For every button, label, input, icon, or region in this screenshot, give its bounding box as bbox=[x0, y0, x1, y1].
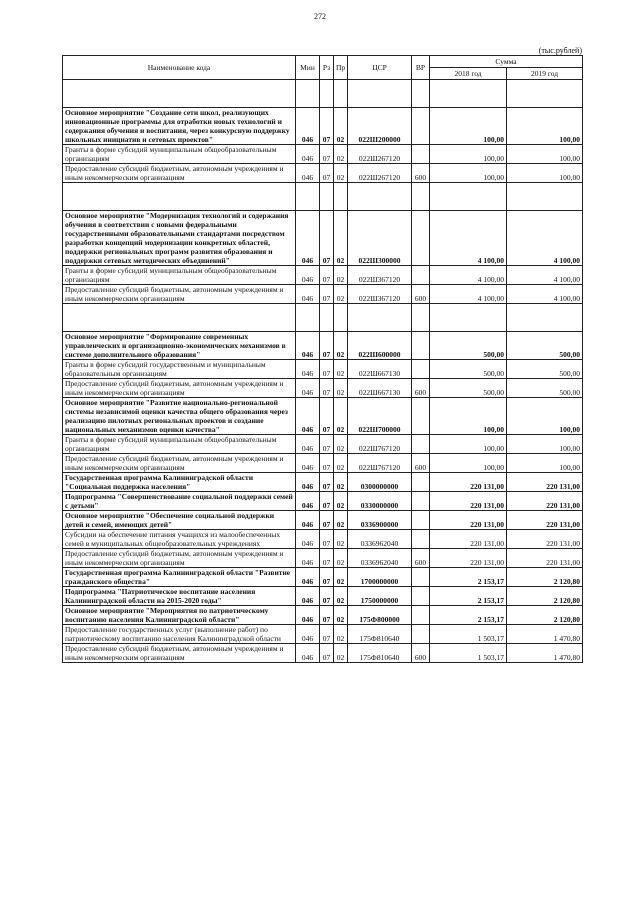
row-csr: 0336900000 bbox=[348, 511, 412, 530]
table-row bbox=[63, 398, 583, 435]
row-2018: 100,00 bbox=[430, 164, 507, 183]
row-vr bbox=[412, 360, 430, 379]
table-row bbox=[63, 80, 583, 108]
row-pr bbox=[334, 304, 348, 332]
row-rz: 07 bbox=[320, 454, 334, 473]
row-pr: 02 bbox=[334, 606, 348, 625]
row-csr: 022Ш767120 bbox=[348, 454, 412, 473]
row-2018: 1 503,17 bbox=[430, 644, 507, 663]
row-2019: 4 100,00 bbox=[507, 285, 583, 304]
row-min: 046 bbox=[296, 379, 320, 398]
row-rz: 07 bbox=[320, 473, 334, 492]
table-row bbox=[63, 435, 583, 454]
row-vr bbox=[412, 304, 430, 332]
row-2018: 100,00 bbox=[430, 454, 507, 473]
row-pr: 02 bbox=[334, 332, 348, 360]
row-2018: 4 100,00 bbox=[430, 266, 507, 285]
row-pr: 02 bbox=[334, 164, 348, 183]
row-min: 046 bbox=[296, 360, 320, 379]
row-csr: 0336962040 bbox=[348, 530, 412, 549]
row-vr bbox=[412, 568, 430, 587]
row-min: 046 bbox=[296, 435, 320, 454]
row-csr: 0330000000 bbox=[348, 492, 412, 511]
row-name: Предоставление субсидий бюджетным, автономным учреждениям и иным некоммерческим организациям bbox=[63, 379, 296, 398]
row-name: Гранты в форме субсидий государственным и муниципальным образовательным организациям bbox=[63, 360, 296, 379]
header-rz: Рз bbox=[320, 56, 334, 80]
row-rz: 07 bbox=[320, 530, 334, 549]
row-pr bbox=[334, 183, 348, 211]
row-vr bbox=[412, 332, 430, 360]
row-min bbox=[296, 183, 320, 211]
row-2018: 100,00 bbox=[430, 435, 507, 454]
row-name: Основное мероприятие "Модернизация технологий и содержания обучения в соответствии с новыми федеральными государственными образовательными стандартами посредством разработки концепций модернизации конкретных областей, поддержки региональных программ развития образования и поддержки сетевых методических объединений" bbox=[63, 211, 296, 266]
row-name: Гранты в форме субсидий муниципальным общеобразовательным организациям bbox=[63, 435, 296, 454]
row-rz: 07 bbox=[320, 492, 334, 511]
row-rz: 07 bbox=[320, 625, 334, 644]
table-row bbox=[63, 473, 583, 492]
row-csr bbox=[348, 183, 412, 211]
row-pr: 02 bbox=[334, 266, 348, 285]
row-2018: 500,00 bbox=[430, 379, 507, 398]
row-2018: 100,00 bbox=[430, 145, 507, 164]
row-2019: 4 100,00 bbox=[507, 211, 583, 266]
row-name: Основное мероприятие "Мероприятия по патриотическому воспитанию населения Калининградской области" bbox=[63, 606, 296, 625]
row-2019: 4 100,00 bbox=[507, 266, 583, 285]
row-rz: 07 bbox=[320, 398, 334, 435]
table-row bbox=[63, 360, 583, 379]
row-pr: 02 bbox=[334, 145, 348, 164]
row-csr: 175Ф810640 bbox=[348, 644, 412, 663]
row-rz: 07 bbox=[320, 511, 334, 530]
row-name bbox=[63, 304, 296, 332]
row-csr: 022Ш700000 bbox=[348, 398, 412, 435]
row-2019: 220 131,00 bbox=[507, 511, 583, 530]
row-pr: 02 bbox=[334, 492, 348, 511]
table-row bbox=[63, 625, 583, 644]
row-pr: 02 bbox=[334, 625, 348, 644]
row-pr bbox=[334, 80, 348, 108]
table-row bbox=[63, 164, 583, 183]
row-2018: 220 131,00 bbox=[430, 492, 507, 511]
row-csr: 022Ш267120 bbox=[348, 145, 412, 164]
table-row bbox=[63, 644, 583, 663]
row-2019 bbox=[507, 304, 583, 332]
row-2019: 100,00 bbox=[507, 454, 583, 473]
row-name: Государственная программа Калининградской области "Социальная поддержка населения" bbox=[63, 473, 296, 492]
row-rz: 07 bbox=[320, 360, 334, 379]
row-2018 bbox=[430, 304, 507, 332]
row-name: Подпрограмма "Патриотическое воспитание населения Калининградской области на 2015-2020 годы" bbox=[63, 587, 296, 606]
row-pr: 02 bbox=[334, 587, 348, 606]
row-rz: 07 bbox=[320, 164, 334, 183]
row-2018: 100,00 bbox=[430, 398, 507, 435]
row-rz: 07 bbox=[320, 606, 334, 625]
row-csr: 022Ш300000 bbox=[348, 211, 412, 266]
row-min: 046 bbox=[296, 398, 320, 435]
row-vr bbox=[412, 398, 430, 435]
row-2018 bbox=[430, 183, 507, 211]
row-rz bbox=[320, 80, 334, 108]
row-rz: 07 bbox=[320, 332, 334, 360]
row-name: Основное мероприятие "Развитие национально-региональной системы независимой оценки качества общего образования через реализацию пилотных региональных проектов и создание национальных механизмов оценки качества" bbox=[63, 398, 296, 435]
row-name: Гранты в форме субсидий муниципальным общеобразовательным организациям bbox=[63, 266, 296, 285]
row-2019: 100,00 bbox=[507, 164, 583, 183]
row-2018: 500,00 bbox=[430, 360, 507, 379]
row-2019: 2 120,80 bbox=[507, 568, 583, 587]
row-2018: 220 131,00 bbox=[430, 511, 507, 530]
row-2018: 100,00 bbox=[430, 108, 507, 145]
row-name: Предоставление государственных услуг (выполнение работ) по патриотическому воспитанию населения Калининградской области bbox=[63, 625, 296, 644]
row-vr bbox=[412, 492, 430, 511]
row-name: Основное мероприятие "Обеспечение социальной поддержки детей и семей, имеющих детей" bbox=[63, 511, 296, 530]
row-vr: 600 bbox=[412, 164, 430, 183]
row-min: 046 bbox=[296, 145, 320, 164]
table-row bbox=[63, 304, 583, 332]
row-pr: 02 bbox=[334, 530, 348, 549]
table-row bbox=[63, 492, 583, 511]
row-vr: 600 bbox=[412, 549, 430, 568]
row-csr bbox=[348, 304, 412, 332]
table-body bbox=[63, 80, 583, 663]
row-vr: 600 bbox=[412, 285, 430, 304]
row-pr: 02 bbox=[334, 568, 348, 587]
header-2019: 2019 год bbox=[507, 68, 583, 80]
row-rz bbox=[320, 304, 334, 332]
row-vr bbox=[412, 473, 430, 492]
row-rz bbox=[320, 183, 334, 211]
row-vr: 600 bbox=[412, 644, 430, 663]
header-vr: ВР bbox=[412, 56, 430, 80]
row-name: Государственная программа Калининградской области "Развитие гражданского общества" bbox=[63, 568, 296, 587]
header-csr: ЦСР bbox=[348, 56, 412, 80]
row-vr bbox=[412, 435, 430, 454]
row-min: 046 bbox=[296, 568, 320, 587]
row-csr: 175Ф800000 bbox=[348, 606, 412, 625]
row-2019 bbox=[507, 80, 583, 108]
header-name: Наименование кода bbox=[63, 56, 296, 80]
row-min: 046 bbox=[296, 454, 320, 473]
row-min: 046 bbox=[296, 332, 320, 360]
row-min: 046 bbox=[296, 211, 320, 266]
row-csr: 022Ш767120 bbox=[348, 435, 412, 454]
row-vr bbox=[412, 145, 430, 164]
row-vr: 600 bbox=[412, 454, 430, 473]
row-2018: 220 131,00 bbox=[430, 473, 507, 492]
table-row bbox=[63, 379, 583, 398]
row-vr bbox=[412, 80, 430, 108]
row-csr: 1700000000 bbox=[348, 568, 412, 587]
table-row bbox=[63, 530, 583, 549]
header-2018: 2018 год bbox=[430, 68, 507, 80]
row-min: 046 bbox=[296, 625, 320, 644]
row-2019: 220 131,00 bbox=[507, 492, 583, 511]
row-2019: 220 131,00 bbox=[507, 549, 583, 568]
row-2018: 1 503,17 bbox=[430, 625, 507, 644]
table-row bbox=[63, 606, 583, 625]
row-name: Предоставление субсидий бюджетным, автономным учреждениям и иным некоммерческим организациям bbox=[63, 549, 296, 568]
row-min: 046 bbox=[296, 492, 320, 511]
row-2018: 4 100,00 bbox=[430, 285, 507, 304]
row-rz: 07 bbox=[320, 108, 334, 145]
row-min: 046 bbox=[296, 473, 320, 492]
row-csr: 022Ш267120 bbox=[348, 164, 412, 183]
row-pr: 02 bbox=[334, 435, 348, 454]
row-pr: 02 bbox=[334, 511, 348, 530]
row-2019 bbox=[507, 183, 583, 211]
row-min: 046 bbox=[296, 285, 320, 304]
row-min: 046 bbox=[296, 606, 320, 625]
row-csr: 022Ш367120 bbox=[348, 285, 412, 304]
row-csr: 022Ш600000 bbox=[348, 332, 412, 360]
row-name: Предоставление субсидий бюджетным, автономным учреждениям и иным некоммерческим организациям bbox=[63, 285, 296, 304]
row-vr bbox=[412, 183, 430, 211]
row-name bbox=[63, 183, 296, 211]
row-2019: 100,00 bbox=[507, 435, 583, 454]
table-row bbox=[63, 183, 583, 211]
row-rz: 07 bbox=[320, 549, 334, 568]
row-min: 046 bbox=[296, 511, 320, 530]
row-csr: 0336962040 bbox=[348, 549, 412, 568]
table-row bbox=[63, 454, 583, 473]
row-rz: 07 bbox=[320, 587, 334, 606]
row-vr bbox=[412, 211, 430, 266]
row-min: 046 bbox=[296, 266, 320, 285]
row-rz: 07 bbox=[320, 145, 334, 164]
table-row bbox=[63, 145, 583, 164]
row-name: Предоставление субсидий бюджетным, автономным учреждениям и иным некоммерческим организациям bbox=[63, 644, 296, 663]
row-rz: 07 bbox=[320, 285, 334, 304]
row-name: Гранты в форме субсидий муниципальным общеобразовательным организациям bbox=[63, 145, 296, 164]
row-vr bbox=[412, 587, 430, 606]
table-row bbox=[63, 266, 583, 285]
row-pr: 02 bbox=[334, 360, 348, 379]
row-csr: 175Ф810640 bbox=[348, 625, 412, 644]
row-min: 046 bbox=[296, 164, 320, 183]
row-2018: 220 131,00 bbox=[430, 549, 507, 568]
row-vr bbox=[412, 530, 430, 549]
row-min: 046 bbox=[296, 530, 320, 549]
row-name: Предоставление субсидий бюджетным, автономным учреждениям и иным некоммерческим организациям bbox=[63, 454, 296, 473]
row-2019: 1 470,80 bbox=[507, 625, 583, 644]
row-csr: 022Ш667130 bbox=[348, 360, 412, 379]
row-pr: 02 bbox=[334, 398, 348, 435]
row-2019: 500,00 bbox=[507, 360, 583, 379]
row-csr: 0300000000 bbox=[348, 473, 412, 492]
row-2018: 4 100,00 bbox=[430, 211, 507, 266]
row-pr: 02 bbox=[334, 473, 348, 492]
row-min: 046 bbox=[296, 108, 320, 145]
row-2019: 500,00 bbox=[507, 332, 583, 360]
row-rz: 07 bbox=[320, 211, 334, 266]
row-2018 bbox=[430, 80, 507, 108]
row-csr: 022Ш200000 bbox=[348, 108, 412, 145]
row-2019: 500,00 bbox=[507, 379, 583, 398]
row-pr: 02 bbox=[334, 285, 348, 304]
budget-table bbox=[62, 55, 583, 663]
row-2019: 220 131,00 bbox=[507, 473, 583, 492]
row-name: Предоставление субсидий бюджетным, автономным учреждениям и иным некоммерческим организациям bbox=[63, 164, 296, 183]
row-rz: 07 bbox=[320, 379, 334, 398]
row-2018: 220 131,00 bbox=[430, 530, 507, 549]
row-csr: 022Ш667130 bbox=[348, 379, 412, 398]
row-min: 046 bbox=[296, 587, 320, 606]
header-sum: Сумма bbox=[430, 56, 583, 68]
row-rz: 07 bbox=[320, 568, 334, 587]
row-csr bbox=[348, 80, 412, 108]
row-rz: 07 bbox=[320, 266, 334, 285]
row-vr bbox=[412, 625, 430, 644]
row-2018: 2 153,17 bbox=[430, 587, 507, 606]
table-row bbox=[63, 108, 583, 145]
table-row bbox=[63, 549, 583, 568]
header-pr: Пр bbox=[334, 56, 348, 80]
row-vr bbox=[412, 606, 430, 625]
row-2019: 1 470,80 bbox=[507, 644, 583, 663]
row-name bbox=[63, 80, 296, 108]
row-pr: 02 bbox=[334, 549, 348, 568]
header-min: Мин bbox=[296, 56, 320, 80]
row-2019: 2 120,80 bbox=[507, 606, 583, 625]
row-pr: 02 bbox=[334, 108, 348, 145]
row-name: Основное мероприятие "Формирование современных управленческих и организационно-экономических механизмов в системе дополнительного образования" bbox=[63, 332, 296, 360]
row-vr: 600 bbox=[412, 379, 430, 398]
row-min bbox=[296, 80, 320, 108]
row-csr: 1750000000 bbox=[348, 587, 412, 606]
row-pr: 02 bbox=[334, 211, 348, 266]
page-number: 272 bbox=[314, 12, 326, 21]
row-vr bbox=[412, 266, 430, 285]
table-row bbox=[63, 285, 583, 304]
row-2019: 220 131,00 bbox=[507, 530, 583, 549]
row-pr: 02 bbox=[334, 379, 348, 398]
row-2019: 100,00 bbox=[507, 145, 583, 164]
row-name: Подпрограмма "Совершенствование социальной поддержки семей с детьми" bbox=[63, 492, 296, 511]
row-2018: 500,00 bbox=[430, 332, 507, 360]
row-rz: 07 bbox=[320, 644, 334, 663]
row-2018: 2 153,17 bbox=[430, 606, 507, 625]
table-row bbox=[63, 332, 583, 360]
row-csr: 022Ш367120 bbox=[348, 266, 412, 285]
row-2019: 100,00 bbox=[507, 398, 583, 435]
row-rz: 07 bbox=[320, 435, 334, 454]
row-vr bbox=[412, 108, 430, 145]
row-min: 046 bbox=[296, 549, 320, 568]
row-pr: 02 bbox=[334, 644, 348, 663]
table-row bbox=[63, 587, 583, 606]
units-label: (тыс.рублей) bbox=[538, 46, 582, 55]
row-2019: 2 120,80 bbox=[507, 587, 583, 606]
row-name: Субсидии на обеспечение питания учащихся из малообеспеченных семей в муниципальных общеобразовательных учреждениях bbox=[63, 530, 296, 549]
row-2018: 2 153,17 bbox=[430, 568, 507, 587]
row-min bbox=[296, 304, 320, 332]
table-row bbox=[63, 211, 583, 266]
row-min: 046 bbox=[296, 644, 320, 663]
row-pr: 02 bbox=[334, 454, 348, 473]
table-row bbox=[63, 568, 583, 587]
row-name: Основное мероприятие "Создание сети школ, реализующих инновационные программы для отработки новых технологий и содержания обучения и воспитания, через конкурсную поддержку школьных инициатив и сетевых проектов" bbox=[63, 108, 296, 145]
row-vr bbox=[412, 511, 430, 530]
row-2019: 100,00 bbox=[507, 108, 583, 145]
table-row bbox=[63, 511, 583, 530]
